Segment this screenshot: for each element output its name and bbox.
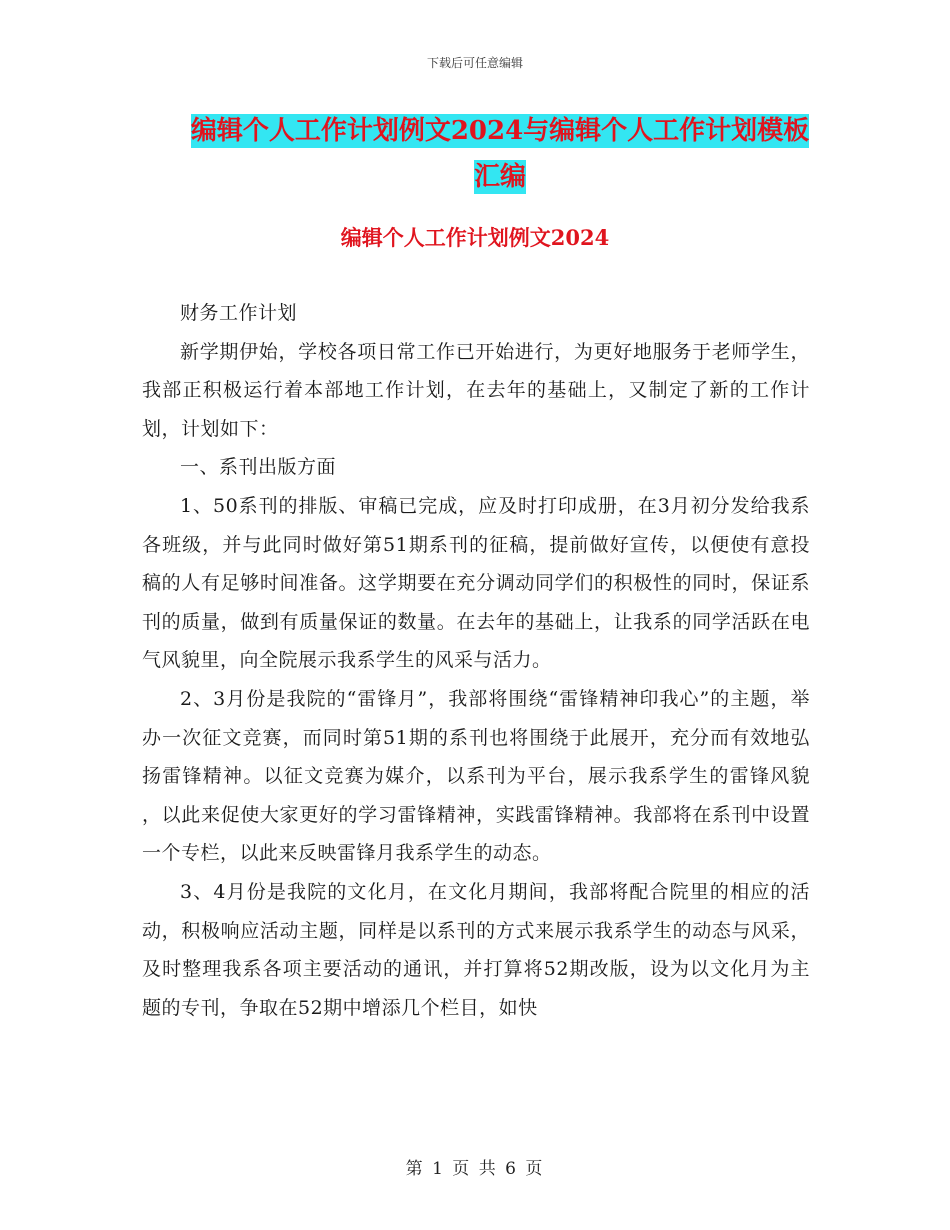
section-title: 编辑个人工作计划例文2024 [340, 225, 610, 250]
paragraph: 财务工作计划 [180, 302, 298, 324]
paragraph: 新学期伊始，学校各项日常工作已开始进行，为更好地服务于老师学生，我部正积极运行着本部地工作计划，在去年的基础上，又制定了新的工作计划，计划如下： [142, 340, 810, 440]
page-number-footer: 第 1 页 共 6 页 [405, 1159, 545, 1179]
paragraph: 一、系刊出版方面 [180, 456, 337, 479]
title-line-2: 汇编 [473, 162, 526, 192]
title-line-1: 编辑个人工作计划例文2024与编辑个人工作计划模板 [190, 116, 810, 146]
document-body [142, 294, 810, 1027]
paragraph: 1、50系刊的排版、审稿已完成，应及时打印成册，在3月初分发给我系各班级，并与此同时做好第51期系刊的征稿，提前做好宣传，以便使有意投稿的人有足够时间准备。这学期要在充分调动同学们的积极性的同时，保证系刊的质量，做到有质量保证的数量。在去年的基础上，让我系的同学活跃在电气风貌里，向全院展示我系学生的风采与活力。 [142, 494, 810, 672]
paragraph: 3、4月份是我院的文化月，在文化月期间，我部将配合院里的相应的活动，积极响应活动主题，同样是以系刊的方式来展示我系学生的动态与风采，及时整理我系各项主要活动的通讯，并打算将52期改版，设为以文化月为主题的专刊，争取在52期中增添几个栏目，如快 [142, 880, 810, 1019]
page-header-note: 下载后可任意编辑 [426, 56, 523, 70]
paragraph: 2、3月份是我院的“雷锋月”，我部将围绕“雷锋精神印我心”的主题，举办一次征文竞赛，而同时第51期的系刊也将围绕于此展开，充分而有效地弘扬雷锋精神。以征文竞赛为媒介，以系刊为平台，展示我系学生的雷锋风貌 ，以此来促使大家更好的学习雷锋精神，实践雷锋精神。我部将在系刊中设置一个专栏，以此来反映雷锋月我系学生的动态。 [142, 687, 810, 865]
document-title [120, 108, 880, 200]
